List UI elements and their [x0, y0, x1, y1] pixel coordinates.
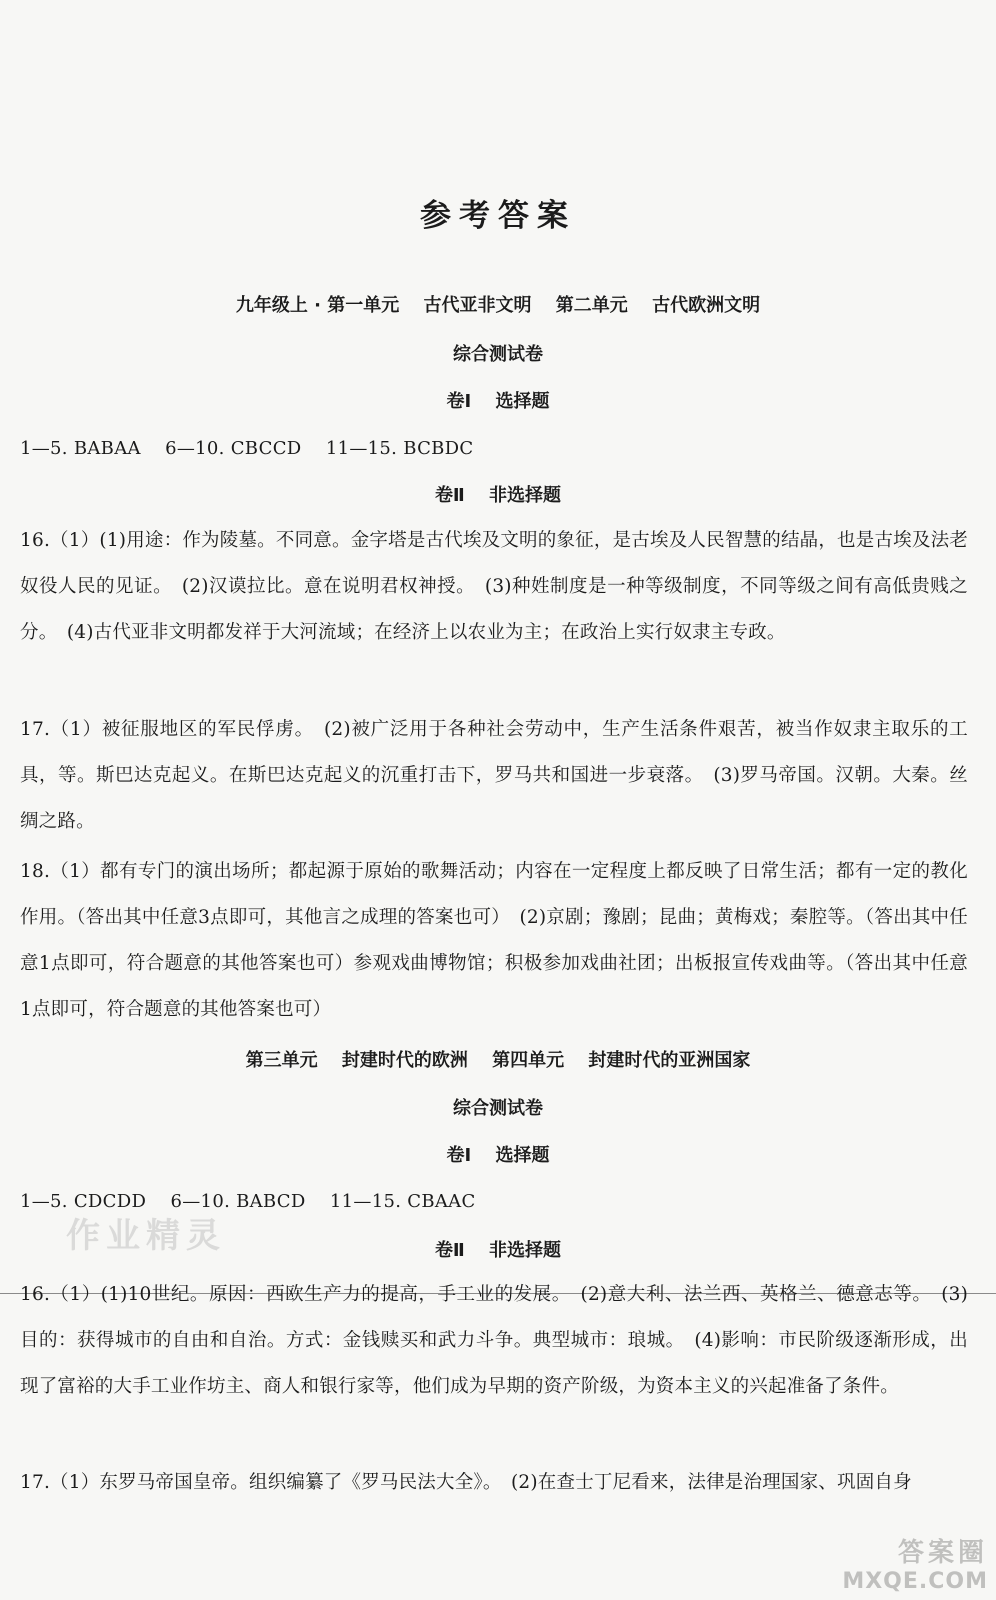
section2-q16: 16.（1）(1)10世纪。原因：西欧生产力的提高，手工业的发展。 (2)意大利、法兰西、英格兰、德意志等。 (3)目的：获得城市的自由和自治。方式：金钱赎买和武力斗争。典型城市：琅城。 (4)影响：市民阶级逐渐形成，出现了富裕的大手工业作坊主、商人和银行家等，他们成为早期的资产阶级，为资本主义的兴起准备了条件。 — [20, 1284, 968, 1397]
section1-part1-heading: 卷Ⅰ 选择题 — [446, 391, 550, 412]
watermark-corner-en: MXQE.COM — [842, 1569, 988, 1594]
section2-choice-answers: 1—5. CDCDD 6—10. BABCD 11—15. CBAAC — [20, 1191, 476, 1212]
page-title: 参考答案 — [420, 198, 576, 234]
section1-choice-answers: 1—5. BABAA 6—10. CBCCD 11—15. BCBDC — [20, 438, 474, 459]
section1-q16: 16.（1）(1)用途：作为陵墓。不同意。金字塔是古代埃及文明的象征，是古埃及人民智慧的结晶，也是古埃及法老奴役人民的见证。 (2)汉谟拉比。意在说明君权神授。 (3)种姓制度是一种等级制度，不同等级之间有高低贵贱之分。 (4)古代亚非文明都发祥于大河流域；在经济上以农业为主；在政治上实行奴隶主专政。 — [20, 530, 968, 643]
section2-q17: 17.（1）东罗马帝国皇帝。组织编纂了《罗马民法大全》。 (2)在查士丁尼看来，法律是治理国家、巩固自身 — [20, 1472, 912, 1493]
watermark-corner-logo — [842, 1532, 988, 1594]
section2-part1-heading: 卷Ⅰ 选择题 — [446, 1145, 550, 1166]
section1-q18: 18.（1）都有专门的演出场所；都起源于原始的歌舞活动；内容在一定程度上都反映了日常生活；都有一定的教化作用。（答出其中任意3点即可，其他言之成理的答案也可） (2)京剧；豫剧；昆曲；黄梅戏；秦腔等。（答出其中任意1点即可，符合题意的其他答案也可）参观戏曲博物馆；积极参加戏曲社团；出板报宣传戏曲等。（答出其中任意1点即可，符合题意的其他答案也可） — [20, 861, 968, 1020]
section1-subheading: 综合测试卷 — [453, 344, 543, 365]
section2-subheading: 综合测试卷 — [453, 1098, 543, 1119]
section1-part2-heading: 卷Ⅱ 非选择题 — [434, 485, 562, 506]
section2-part2-heading: 卷Ⅱ 非选择题 — [434, 1240, 562, 1261]
watermark-left: 作业精灵 — [66, 1216, 226, 1256]
watermark-corner-cn: 答案圈 — [897, 1538, 988, 1568]
section2-heading: 第三单元 封建时代的欧洲 第四单元 封建时代的亚洲国家 — [245, 1050, 751, 1071]
section1-heading: 九年级上 · 第一单元 古代亚非文明 第二单元 古代欧洲文明 — [235, 295, 761, 316]
section1-q17: 17.（1）被征服地区的军民俘虏。 (2)被广泛用于各种社会劳动中，生产生活条件艰苦，被当作奴隶主取乐的工具，等。斯巴达克起义。在斯巴达克起义的沉重打击下，罗马共和国进一步衰落。 (3)罗马帝国。汉朝。大秦。丝绸之路。 — [20, 719, 968, 832]
